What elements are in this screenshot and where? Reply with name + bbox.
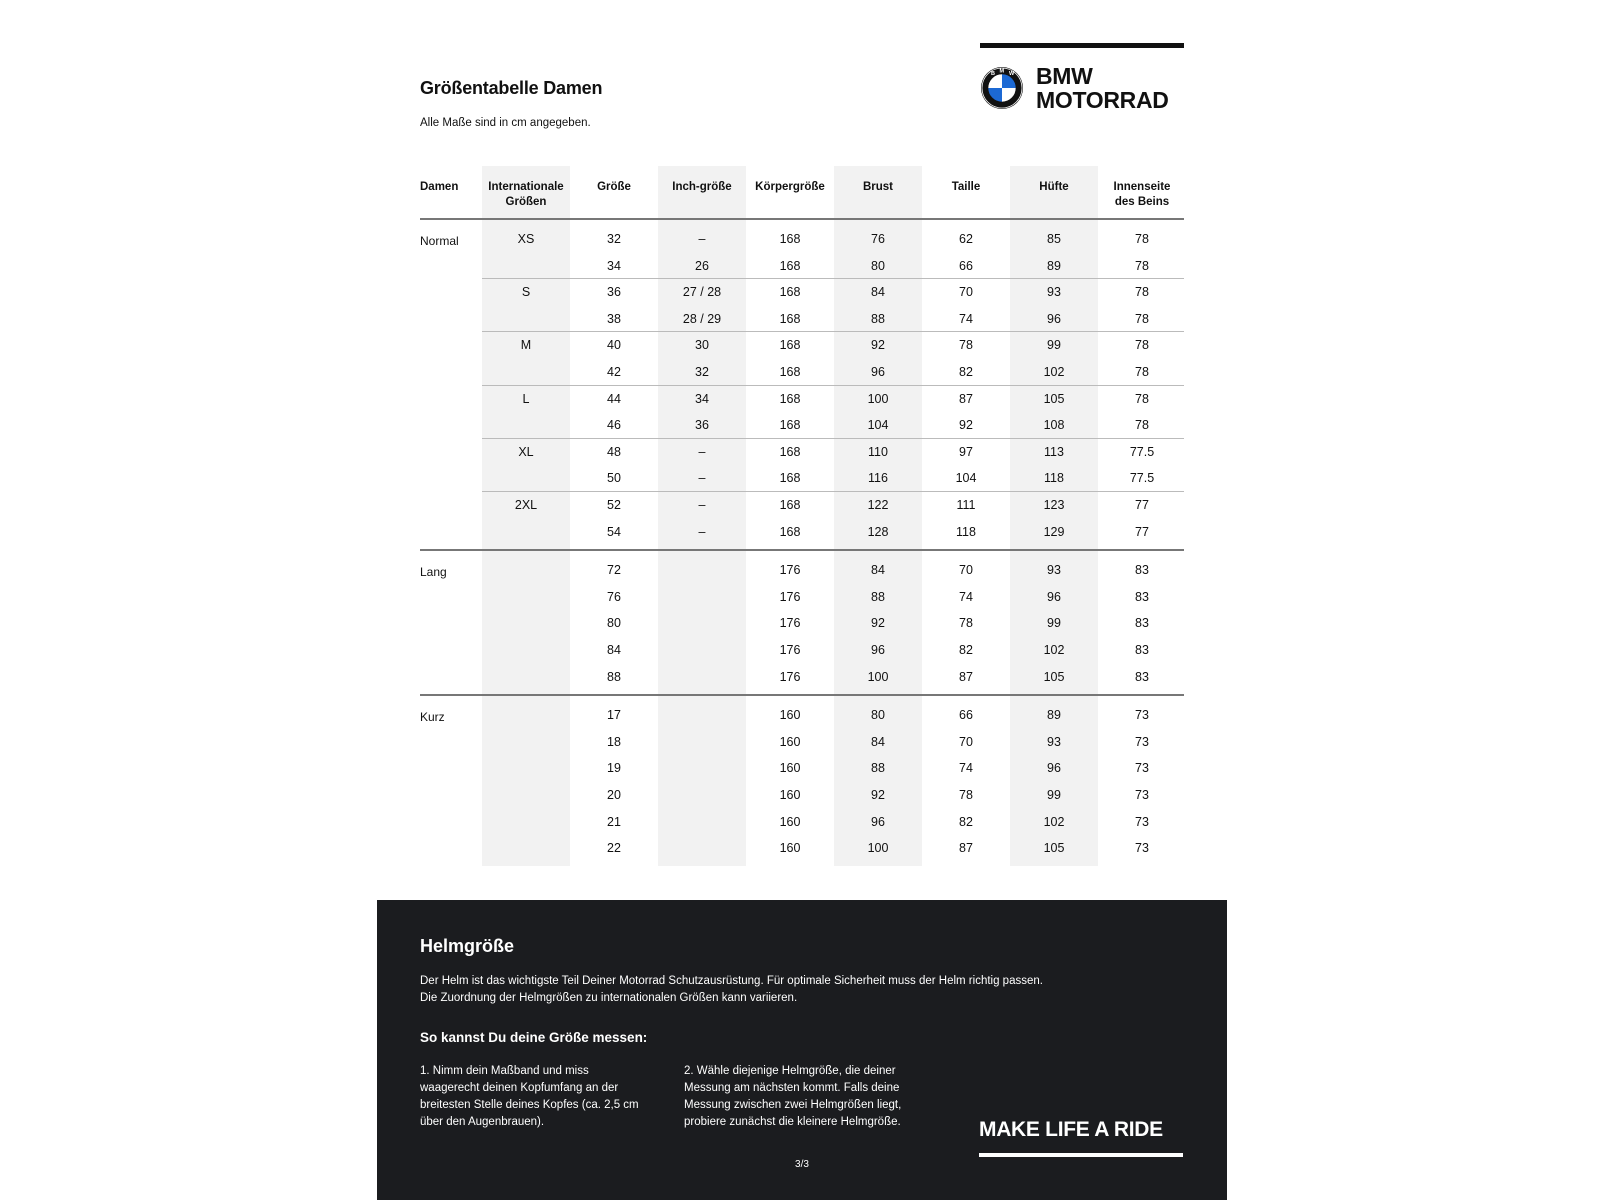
column-header-line: Körpergröße [755,181,825,193]
table-row [420,359,1184,385]
table-cell: 76 [871,232,885,246]
table-cell: 128 [867,524,889,539]
table-cell: 176 [779,669,801,684]
table-cell: 118 [1044,471,1064,486]
table-cell: 70 [959,285,973,300]
measure-step-1: 1. Nimm dein Maßband und miss waagerecht deinen Kopfumfang an der breitesten Stelle deines Kopfes (ca. 2,5 cm über den Augenbrauen). [420,1065,639,1128]
table-cell: – [698,471,706,486]
column-header [746,180,834,195]
table-cell: 73 [1135,841,1149,856]
table-cell: 78 [1135,418,1149,433]
table-cell: 34 [695,391,709,406]
table-cell: 92 [871,788,885,802]
table-cell: 76 [607,589,621,604]
table-cell: 176 [779,563,801,578]
table-cell: 160 [779,761,801,776]
table-cell: 168 [779,524,801,539]
group-label: Kurz [420,710,445,725]
table-cell: 89 [1047,258,1061,273]
helmet-title: Helmgröße [420,936,515,956]
table-cell: 34 [607,258,621,273]
table-cell: 73 [1135,814,1149,829]
table-cell: 168 [779,285,801,300]
table-cell: 99 [1047,788,1061,802]
column-header [922,180,1010,195]
table-row [420,519,1184,545]
table-row [420,702,1184,728]
table-cell: 104 [955,471,977,486]
table-cell: 78 [1135,365,1149,379]
table-cell: 85 [1047,232,1061,246]
table-cell: 100 [867,841,889,856]
table-row [420,306,1184,332]
table-cell: 113 [1044,444,1064,459]
table-cell: 84 [607,643,621,657]
table-cell: 42 [607,365,621,379]
helmet-intro [420,973,1120,1007]
brand-name [1036,64,1169,112]
page-subtitle: Alle Maße sind in cm angegeben. [420,117,591,129]
table-cell: 19 [607,761,621,776]
table-cell: 80 [607,616,621,631]
table-cell: 84 [871,734,885,749]
table-cell: 88 [871,589,885,604]
table-cell: 168 [779,311,801,326]
table-cell: 96 [871,814,885,829]
column-header-line: Brust [862,181,894,193]
table-cell: 77 [1135,498,1149,512]
table-cell: 96 [1047,589,1061,604]
table-cell: 32 [695,365,709,379]
table-cell: 123 [1043,498,1065,512]
size-table [420,166,1184,866]
table-cell: 102 [1043,643,1065,657]
column-header-line: des Beins [1114,196,1170,208]
table-cell: – [698,232,706,246]
helmet-panel [377,900,1227,1200]
table-cell: 96 [1047,311,1061,326]
table-cell: 22 [607,841,621,856]
table-row [420,492,1184,518]
table-cell: 92 [959,418,973,433]
column-header [658,180,746,195]
table-cell: 100 [867,669,889,684]
page-title: Größentabelle Damen [420,78,603,98]
table-cell: 93 [1047,285,1061,300]
brand-line-1: BMW [1036,63,1093,89]
table-cell: 110 [868,444,888,459]
table-row [420,584,1184,610]
table-cell: 102 [1043,365,1065,379]
table-cell: 105 [1043,391,1065,406]
table-cell: 87 [959,841,973,856]
table-row [420,386,1184,412]
table-cell: – [698,498,706,512]
table-divider [420,218,1184,220]
table-row [420,465,1184,491]
table-cell: 176 [779,589,801,604]
table-cell: 168 [779,232,801,246]
table-cell: 78 [1135,338,1149,353]
column-header-line: Innenseite [1113,181,1171,193]
table-cell: 78 [959,788,973,802]
table-row [420,332,1184,358]
table-cell: 96 [871,365,885,379]
how-to-measure-title: So kannst Du deine Größe messen: [420,1030,648,1045]
table-cell: 93 [1047,734,1061,749]
table-cell: 92 [871,338,885,353]
table-cell: 168 [779,338,801,353]
table-cell: 32 [607,232,621,246]
table-cell: 82 [959,365,973,379]
table-cell: 38 [607,311,621,326]
group-label: Normal [420,234,459,248]
logo-bar [980,43,1184,48]
table-cell: 96 [1047,761,1061,776]
table-row [420,782,1184,808]
table-cell: 160 [779,788,801,802]
table-cell: 54 [607,524,621,539]
table-cell: 26 [695,258,709,273]
column-header [482,180,570,210]
table-cell: 72 [607,563,621,578]
table-row [420,664,1184,690]
table-cell: 74 [959,589,973,604]
table-cell: 88 [871,311,885,326]
table-cell: 105 [1043,841,1065,856]
table-cell: 78 [1135,391,1149,406]
table-cell: 80 [871,258,885,273]
column-header [420,180,480,195]
table-cell: 77.5 [1129,471,1155,486]
table-row [420,610,1184,636]
table-cell: 52 [607,498,621,512]
table-cell: 82 [959,814,973,829]
table-row [420,729,1184,755]
table-cell: 99 [1047,616,1061,631]
table-cell: 84 [871,285,885,300]
table-cell: 17 [607,708,621,723]
helmet-intro-line-1: Der Helm ist das wichtigste Teil Deiner Motorrad Schutzausrüstung. Für optimale Sicherheit muss der Helm richtig passen. [420,975,1043,987]
slogan-bar [979,1153,1183,1157]
table-cell: 168 [779,471,801,486]
intl-size-label: 2XL [514,498,538,512]
table-cell: 87 [959,669,973,684]
column-header-line: Internationale [488,181,564,193]
table-cell: 83 [1135,589,1149,604]
table-cell: 102 [1043,814,1065,829]
page-number: 3/3 [795,1159,809,1170]
table-cell: 87 [959,391,973,406]
slogan: MAKE LIFE A RIDE [979,1118,1163,1141]
table-cell: 88 [871,761,885,776]
table-cell: 83 [1135,643,1149,657]
intl-size-label: S [521,285,531,300]
table-cell: 160 [779,708,801,723]
table-cell: 88 [607,669,621,684]
table-cell: 111 [956,498,976,512]
table-cell: 96 [871,643,885,657]
measure-step-2: 2. Wähle diejenige Helmgröße, die deiner Messung am nächsten kommt. Falls deine Messung zwischen zwei Helmgrößen liegt, probiere zunächst die kleinere Helmgröße. [684,1065,902,1128]
table-cell: 74 [959,761,973,776]
column-header [1010,180,1098,195]
table-cell: 28 / 29 [682,311,722,326]
table-cell: 48 [607,444,621,459]
table-cell: 78 [1135,311,1149,326]
table-cell: – [698,524,706,539]
table-cell: 160 [779,841,801,856]
table-cell: 122 [867,498,889,512]
table-cell: 18 [607,734,621,749]
table-cell: 168 [779,365,801,379]
table-cell: 82 [959,643,973,657]
bmw-roundel-icon [980,66,1024,110]
table-cell: 168 [779,498,801,512]
table-cell: 84 [871,563,885,578]
table-row [420,226,1184,252]
table-cell: 78 [1135,285,1149,300]
table-cell: 100 [867,391,889,406]
table-cell: 27 / 28 [682,285,722,300]
table-cell: 160 [779,734,801,749]
table-cell: 30 [695,338,709,353]
roundel-letter-w: W [1009,71,1015,77]
table-cell: 78 [959,616,973,631]
table-cell: 66 [959,708,973,723]
table-cell: 116 [868,471,888,486]
column-header-line: Größen [505,196,547,208]
table-cell: 97 [959,444,973,459]
roundel-letter-m: M [999,68,1005,75]
table-cell: 129 [1043,524,1065,539]
table-cell: 36 [607,285,621,300]
table-cell: 78 [959,338,973,353]
column-header [570,180,658,195]
table-cell: 77.5 [1129,444,1155,459]
helmet-intro-line-2: Die Zuordnung der Helmgrößen zu internationalen Größen kann variieren. [420,992,798,1004]
table-cell: 44 [607,391,621,406]
table-row [420,557,1184,583]
group-label: Lang [420,565,447,580]
table-cell: 80 [871,708,885,723]
table-cell: 73 [1135,761,1149,776]
table-cell: 40 [607,338,621,353]
brand-line-2: MOTORRAD [1036,87,1169,113]
table-cell: 50 [607,471,621,486]
intl-size-label: M [520,338,532,353]
table-cell: 70 [959,734,973,749]
table-cell: 105 [1043,669,1065,684]
table-cell: 21 [607,814,621,829]
table-cell: 78 [1135,232,1149,246]
column-header-line: Damen [420,181,459,193]
table-row [420,637,1184,663]
table-cell: 62 [959,232,973,246]
column-header-line: Größe [597,181,631,193]
table-row [420,835,1184,861]
table-row [420,279,1184,305]
table-cell: 77 [1135,524,1149,539]
table-row [420,412,1184,438]
roundel-letter-b: B [991,71,995,77]
table-row [420,755,1184,781]
intl-size-label: XL [518,444,534,459]
table-cell: 168 [779,418,801,433]
table-cell: 83 [1135,563,1149,578]
table-cell: 36 [695,418,709,433]
table-divider [420,549,1184,551]
table-cell: 168 [779,258,801,273]
table-cell: 73 [1135,788,1149,802]
table-cell: 93 [1047,563,1061,578]
table-cell: 73 [1135,734,1149,749]
table-cell: 46 [607,418,621,433]
table-cell: 92 [871,616,885,631]
table-cell: 70 [959,563,973,578]
column-header [1098,180,1186,210]
intl-size-label: XS [517,232,535,246]
table-cell: 108 [1043,418,1065,433]
table-cell: 160 [779,814,801,829]
table-cell: 104 [867,418,889,433]
intl-size-label: L [522,391,530,406]
table-cell: 99 [1047,338,1061,353]
table-cell: 73 [1135,708,1149,723]
table-cell: 176 [779,616,801,631]
table-cell: 66 [959,258,973,273]
table-cell: 83 [1135,669,1149,684]
table-cell: 89 [1047,708,1061,723]
table-divider [420,694,1184,696]
table-cell: – [698,444,706,459]
table-cell: 168 [779,444,801,459]
table-cell: 176 [779,643,801,657]
column-header [834,180,922,195]
table-cell: 20 [607,788,621,802]
column-header-line: Inch-größe [672,181,732,193]
table-cell: 74 [959,311,973,326]
table-row [420,439,1184,465]
column-header-line: Taille [951,181,981,193]
table-cell: 118 [956,524,976,539]
table-row [420,809,1184,835]
table-cell: 78 [1135,258,1149,273]
column-header-line: Hüfte [1039,181,1069,193]
table-row [420,253,1184,279]
table-cell: 168 [779,391,801,406]
table-cell: 83 [1135,616,1149,631]
